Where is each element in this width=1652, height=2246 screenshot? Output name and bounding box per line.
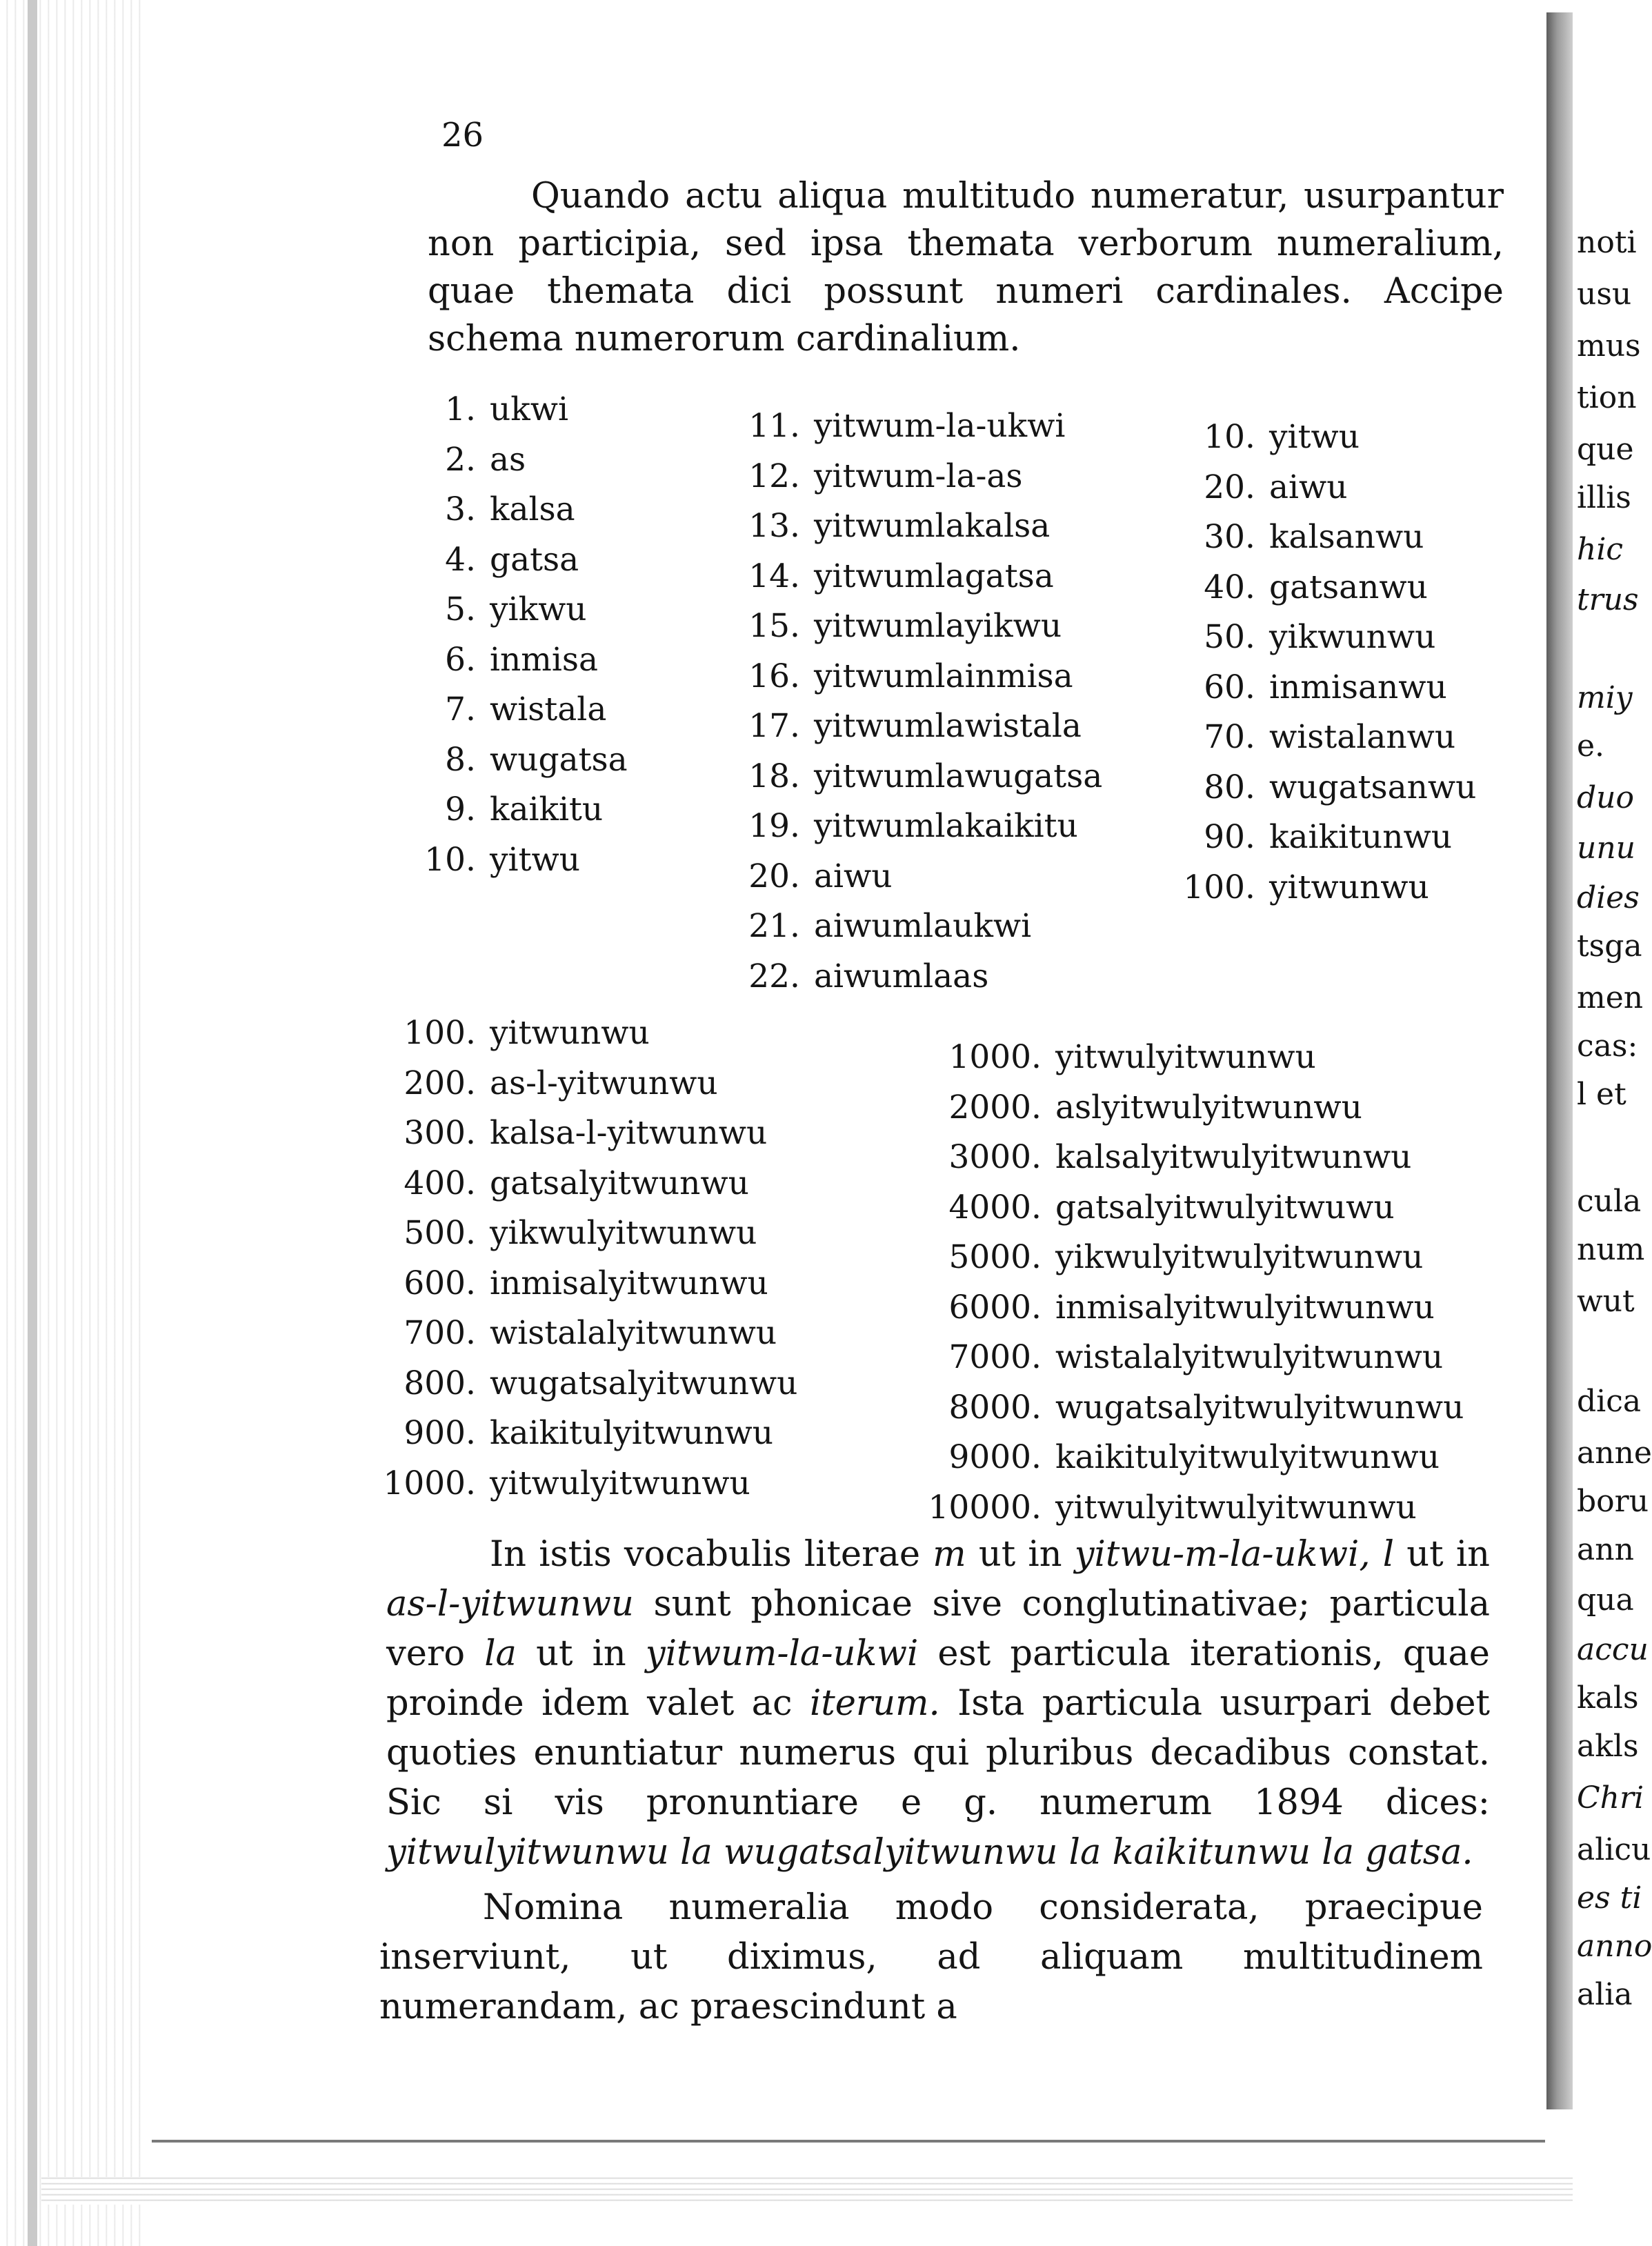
numeral-row bbox=[407, 835, 628, 886]
numeral-number: 9. bbox=[445, 791, 476, 828]
next-page-text-fragment: es ti bbox=[1577, 1880, 1642, 1916]
numeral-row bbox=[738, 902, 1102, 952]
numeral-row bbox=[924, 1433, 1464, 1483]
book-bottom-edges bbox=[41, 2177, 1633, 2205]
numeral-number: 13. bbox=[748, 507, 800, 545]
next-page-text-fragment: wut bbox=[1577, 1284, 1635, 1319]
paragraph-explanation-text-7: est particula iterationis, quae proinde idem valet ac bbox=[386, 1633, 1490, 1724]
next-page-text-fragment: cas: bbox=[1577, 1028, 1638, 1064]
numeral-word: yitwulyitwunwu bbox=[1055, 1038, 1316, 1076]
next-page-text-fragment: l et bbox=[1577, 1077, 1626, 1112]
numeral-number: 12. bbox=[748, 457, 800, 495]
numeral-row bbox=[372, 1359, 797, 1409]
numeral-number: 17. bbox=[748, 707, 800, 745]
numeral-number: 40. bbox=[1204, 568, 1255, 606]
next-page-text-fragment: num bbox=[1577, 1232, 1645, 1267]
next-page-text-fragment: anno bbox=[1577, 1929, 1652, 1964]
numeral-number: 200. bbox=[404, 1064, 476, 1102]
paragraph-explanation-text-8: Ista particula usurpari debet quoties enuntiatur numerus qui pluribus decadibus constat. Sic si vis pronuntiare e g. numerum 1894 dices: bbox=[386, 1683, 1490, 1823]
numeral-row bbox=[1173, 563, 1476, 613]
numeral-number: 100. bbox=[404, 1014, 476, 1052]
paragraph-explanation-text-5: sunt phonicae sive conglutinativae; particula vero bbox=[386, 1584, 1490, 1674]
numeral-row bbox=[924, 1233, 1464, 1283]
numeral-word: aiwumlaas bbox=[814, 957, 989, 995]
paragraph-explanation-italic-5: la bbox=[484, 1633, 517, 1674]
paragraph-explanation-italic-6: yitwum-la-ukwi bbox=[645, 1633, 919, 1674]
numeral-word: kalsanwu bbox=[1269, 518, 1424, 556]
numeral-row bbox=[407, 785, 628, 835]
numeral-number: 30. bbox=[1204, 518, 1255, 556]
numeral-word: wugatsalyitwulyitwunwu bbox=[1055, 1388, 1464, 1427]
numeral-row bbox=[372, 1259, 797, 1309]
numeral-row bbox=[372, 1008, 797, 1059]
numeral-word: yikwulyitwunwu bbox=[490, 1214, 757, 1252]
numeral-number: 400. bbox=[404, 1164, 476, 1202]
numeral-word: kalsalyitwulyitwunwu bbox=[1055, 1138, 1412, 1176]
next-page-text-fragment: e. bbox=[1577, 728, 1605, 764]
numeral-word: kaikitulyitwulyitwunwu bbox=[1055, 1438, 1440, 1476]
numeral-word: inmisalyitwunwu bbox=[490, 1264, 768, 1302]
numeral-row bbox=[372, 1159, 797, 1209]
paragraph-explanation-italic-2: yitwu-m-la-ukwi, bbox=[1074, 1534, 1371, 1575]
numeral-number: 2. bbox=[445, 440, 476, 479]
numeral-word: yikwulyitwulyitwunwu bbox=[1055, 1238, 1424, 1276]
numeral-number: 3. bbox=[445, 490, 476, 528]
next-page-text-fragment: dica bbox=[1577, 1384, 1642, 1419]
numeral-row bbox=[407, 385, 628, 435]
book-page-edges bbox=[0, 0, 145, 2246]
numeral-word: inmisanwu bbox=[1269, 668, 1447, 706]
numeral-number: 100. bbox=[1183, 868, 1255, 906]
numeral-number: 60. bbox=[1204, 668, 1255, 706]
numeral-word: wugatsalyitwunwu bbox=[490, 1364, 798, 1402]
numeral-row bbox=[407, 435, 628, 486]
numeral-number: 4. bbox=[445, 540, 476, 579]
numeral-word: yitwum-la-as bbox=[814, 457, 1023, 495]
numeral-number: 7. bbox=[445, 690, 476, 728]
numeral-number: 2000. bbox=[948, 1088, 1042, 1126]
numeral-row bbox=[738, 952, 1102, 1002]
numeral-number: 300. bbox=[404, 1114, 476, 1152]
paragraph-closing bbox=[379, 1883, 1483, 2032]
numeral-word: yitwumlakalsa bbox=[814, 507, 1051, 545]
numeral-number: 18. bbox=[748, 757, 800, 795]
numeral-number: 22. bbox=[748, 957, 800, 995]
numeral-word: yitwumlayikwu bbox=[814, 607, 1062, 645]
numeral-row bbox=[924, 1333, 1464, 1383]
numeral-row bbox=[407, 735, 628, 786]
next-page-text-fragment: men bbox=[1577, 980, 1644, 1015]
numeral-word: yitwulyitwunwu bbox=[490, 1464, 750, 1502]
numeral-number: 6. bbox=[445, 640, 476, 679]
next-page-text-fragment: illis bbox=[1577, 480, 1631, 515]
numeral-row bbox=[738, 552, 1102, 602]
numeral-number: 15. bbox=[748, 607, 800, 645]
numeral-number: 700. bbox=[404, 1314, 476, 1352]
numbers-table-tens bbox=[1173, 413, 1476, 913]
numeral-number: 6000. bbox=[948, 1288, 1042, 1326]
next-page-text-fragment: hic bbox=[1577, 532, 1624, 567]
next-page-text-fragment: mus bbox=[1577, 328, 1641, 364]
next-page-text-fragment: cula bbox=[1577, 1184, 1642, 1219]
numeral-row bbox=[738, 852, 1102, 902]
paragraph-explanation-text-2: ut in bbox=[966, 1534, 1075, 1575]
numeral-word: gatsalyitwunwu bbox=[490, 1164, 749, 1202]
numeral-word: gatsa bbox=[490, 540, 579, 579]
paragraph-closing-text: Nomina numeralia modo considerata, praecipue inserviunt, ut diximus, ad aliquam multitudinem numerandam, ac praescindunt a bbox=[379, 1887, 1483, 2027]
numeral-number: 5000. bbox=[948, 1238, 1042, 1276]
paragraph-intro-text: Quando actu aliqua multitudo numeratur, usurpantur non participia, sed ipsa themata verborum numeralium, quae themata dici possunt numeri cardinales. Accipe schema numerorum cardinalium. bbox=[428, 176, 1504, 359]
numeral-number: 800. bbox=[404, 1364, 476, 1402]
numeral-word: gatsanwu bbox=[1269, 568, 1428, 606]
next-page-text-fragment: alicu bbox=[1577, 1832, 1651, 1867]
next-page-text-fragment: kals bbox=[1577, 1680, 1639, 1716]
numbers-table-teens bbox=[738, 401, 1102, 1002]
numeral-word: wugatsanwu bbox=[1269, 768, 1477, 806]
book-edge-shadow bbox=[28, 0, 37, 2246]
numeral-word: kaikitulyitwunwu bbox=[490, 1414, 773, 1452]
next-page-text-fragment: akls bbox=[1577, 1729, 1639, 1764]
numeral-number: 20. bbox=[1204, 468, 1255, 506]
numeral-word: kalsa-l-yitwunwu bbox=[490, 1114, 768, 1152]
numeral-word: as bbox=[490, 440, 526, 479]
next-page-text-fragment: boru bbox=[1577, 1484, 1649, 1519]
numeral-number: 21. bbox=[748, 907, 800, 945]
numeral-row bbox=[738, 752, 1102, 802]
numeral-row bbox=[372, 1109, 797, 1159]
next-page-text-fragment: dies bbox=[1577, 880, 1640, 915]
numeral-row bbox=[407, 535, 628, 586]
numeral-word: yitwunwu bbox=[1269, 868, 1429, 906]
next-page-text-fragment: tsga bbox=[1577, 928, 1642, 964]
paragraph-explanation-italic-1: m bbox=[933, 1534, 966, 1575]
paragraph-explanation bbox=[386, 1530, 1490, 1878]
numeral-number: 10. bbox=[1204, 418, 1255, 456]
numeral-word: yikwunwu bbox=[1269, 618, 1436, 656]
numeral-row bbox=[1173, 763, 1476, 813]
page-number: 26 bbox=[441, 116, 484, 155]
numeral-row bbox=[738, 702, 1102, 752]
next-page-text-fragment: Chri bbox=[1577, 1780, 1644, 1816]
book-gutter bbox=[1546, 12, 1573, 2109]
paragraph-explanation-text-6: ut in bbox=[516, 1633, 646, 1674]
numeral-word: aiwu bbox=[814, 857, 893, 895]
paragraph-explanation-italic-3: l bbox=[1382, 1534, 1395, 1575]
next-page-text-fragment: que bbox=[1577, 432, 1634, 467]
numeral-word: gatsalyitwulyitwuwu bbox=[1055, 1188, 1395, 1226]
numeral-row bbox=[372, 1459, 797, 1509]
next-page-text-fragment: unu bbox=[1577, 831, 1636, 866]
next-page-text-fragment: alia bbox=[1577, 1977, 1633, 2012]
next-page-text-fragment: trus bbox=[1577, 582, 1639, 617]
numeral-number: 600. bbox=[404, 1264, 476, 1302]
paragraph-explanation-italic-4: as-l-yitwunwu bbox=[386, 1584, 634, 1624]
numeral-row bbox=[372, 1209, 797, 1259]
numeral-number: 90. bbox=[1204, 818, 1255, 856]
numeral-row bbox=[924, 1133, 1464, 1183]
numeral-number: 16. bbox=[748, 657, 800, 695]
numeral-row bbox=[1173, 613, 1476, 663]
numeral-number: 9000. bbox=[948, 1438, 1042, 1476]
next-page-text-fragment: usu bbox=[1577, 277, 1632, 312]
numeral-row bbox=[738, 652, 1102, 702]
numeral-word: yitwunwu bbox=[490, 1014, 650, 1052]
numeral-word: yitwumlawistala bbox=[814, 707, 1082, 745]
numeral-row bbox=[1173, 463, 1476, 513]
numeral-row bbox=[407, 685, 628, 735]
numeral-number: 7000. bbox=[948, 1338, 1042, 1376]
numeral-word: yitwumlawugatsa bbox=[814, 757, 1103, 795]
numeral-number: 50. bbox=[1204, 618, 1255, 656]
next-page-text-fragment: anne bbox=[1577, 1435, 1652, 1471]
numeral-word: wistalanwu bbox=[1269, 718, 1456, 756]
numeral-row bbox=[407, 585, 628, 635]
numeral-row bbox=[738, 452, 1102, 502]
paragraph-intro bbox=[428, 172, 1504, 363]
numeral-number: 20. bbox=[748, 857, 800, 895]
numeral-number: 3000. bbox=[948, 1138, 1042, 1176]
numeral-word: kaikitu bbox=[490, 791, 604, 828]
numeral-word: yitwum-la-ukwi bbox=[814, 407, 1066, 445]
numeral-row bbox=[924, 1383, 1464, 1433]
numeral-word: wugatsa bbox=[490, 740, 628, 779]
numeral-word: yitwumlagatsa bbox=[814, 557, 1054, 595]
numeral-word: aiwumlaukwi bbox=[814, 907, 1032, 945]
numeral-word: yitwumlainmisa bbox=[814, 657, 1073, 695]
numeral-word: inmisa bbox=[490, 640, 599, 679]
numeral-number: 1. bbox=[445, 390, 476, 428]
numeral-word: ukwi bbox=[490, 390, 569, 428]
numeral-row bbox=[407, 485, 628, 535]
numeral-word: wistala bbox=[490, 690, 607, 728]
next-page-text-fragment: miy bbox=[1577, 680, 1633, 715]
numeral-word: aiwu bbox=[1269, 468, 1348, 506]
numeral-word: yikwu bbox=[490, 590, 587, 628]
numeral-number: 70. bbox=[1204, 718, 1255, 756]
numeral-row bbox=[1173, 813, 1476, 863]
next-page-text-fragment: accu bbox=[1577, 1632, 1649, 1667]
next-page-text-fragment: duo bbox=[1577, 780, 1634, 815]
numeral-word: kaikitunwu bbox=[1269, 818, 1452, 856]
numeral-number: 5. bbox=[445, 590, 476, 628]
numbers-table-thousands bbox=[924, 1033, 1464, 1533]
numeral-row bbox=[407, 635, 628, 686]
numeral-row bbox=[738, 802, 1102, 852]
numeral-row bbox=[1173, 513, 1476, 563]
numeral-number: 80. bbox=[1204, 768, 1255, 806]
numeral-word: aslyitwulyitwunwu bbox=[1055, 1088, 1362, 1126]
numeral-word: yitwu bbox=[1269, 418, 1360, 456]
page-bottom-border bbox=[152, 2140, 1545, 2143]
numeral-row bbox=[1173, 663, 1476, 713]
paragraph-explanation-text-3 bbox=[1371, 1534, 1383, 1575]
numeral-word: kalsa bbox=[490, 490, 575, 528]
numeral-number: 1000. bbox=[383, 1464, 476, 1502]
numeral-row bbox=[924, 1183, 1464, 1233]
next-page-text-fragment: qua bbox=[1577, 1582, 1634, 1618]
paragraph-explanation-italic-8: yitwulyitwunwu la wugatsalyitwunwu la kaikitunwu la gatsa. bbox=[386, 1832, 1473, 1873]
numeral-number: 900. bbox=[404, 1414, 476, 1452]
numeral-number: 4000. bbox=[948, 1188, 1042, 1226]
numeral-word: wistalalyitwulyitwunwu bbox=[1055, 1338, 1444, 1376]
numeral-number: 19. bbox=[748, 807, 800, 845]
paragraph-explanation-text-4: ut in bbox=[1394, 1534, 1490, 1575]
numeral-number: 500. bbox=[404, 1214, 476, 1252]
numeral-row bbox=[924, 1033, 1464, 1083]
numeral-word: yitwulyitwulyitwunwu bbox=[1055, 1488, 1417, 1527]
numeral-number: 1000. bbox=[948, 1038, 1042, 1076]
numeral-number: 14. bbox=[748, 557, 800, 595]
numeral-row bbox=[1173, 713, 1476, 763]
numeral-row bbox=[1173, 863, 1476, 913]
numeral-word: inmisalyitwulyitwunwu bbox=[1055, 1288, 1435, 1326]
numeral-word: yitwumlakaikitu bbox=[814, 807, 1078, 845]
next-page-text-fragment: ann bbox=[1577, 1532, 1634, 1567]
numeral-number: 8. bbox=[445, 740, 476, 779]
numbers-table-hundreds bbox=[372, 1008, 797, 1509]
paragraph-explanation-italic-7: iterum. bbox=[809, 1683, 940, 1724]
next-page-text-fragment: noti bbox=[1577, 225, 1637, 260]
next-page-margin bbox=[1573, 0, 1652, 2246]
numeral-word: yitwu bbox=[490, 840, 580, 879]
numeral-word: as-l-yitwunwu bbox=[490, 1064, 718, 1102]
numeral-word: wistalalyitwunwu bbox=[490, 1314, 777, 1352]
numeral-row bbox=[924, 1483, 1464, 1533]
numeral-row bbox=[924, 1083, 1464, 1133]
numeral-row bbox=[1173, 413, 1476, 463]
numeral-row bbox=[738, 401, 1102, 452]
numeral-row bbox=[372, 1409, 797, 1459]
next-page-text-fragment: tion bbox=[1577, 380, 1637, 415]
paragraph-explanation-text-1: In istis vocabulis literae bbox=[490, 1534, 933, 1575]
numeral-number: 10. bbox=[424, 840, 476, 879]
numeral-number: 8000. bbox=[948, 1388, 1042, 1427]
numeral-row bbox=[372, 1309, 797, 1359]
numeral-row bbox=[924, 1283, 1464, 1333]
numeral-number: 10000. bbox=[928, 1488, 1042, 1527]
numbers-table-units bbox=[407, 385, 628, 885]
numeral-number: 11. bbox=[748, 407, 800, 445]
numeral-row bbox=[738, 501, 1102, 552]
numeral-row bbox=[372, 1059, 797, 1109]
numeral-row bbox=[738, 602, 1102, 652]
